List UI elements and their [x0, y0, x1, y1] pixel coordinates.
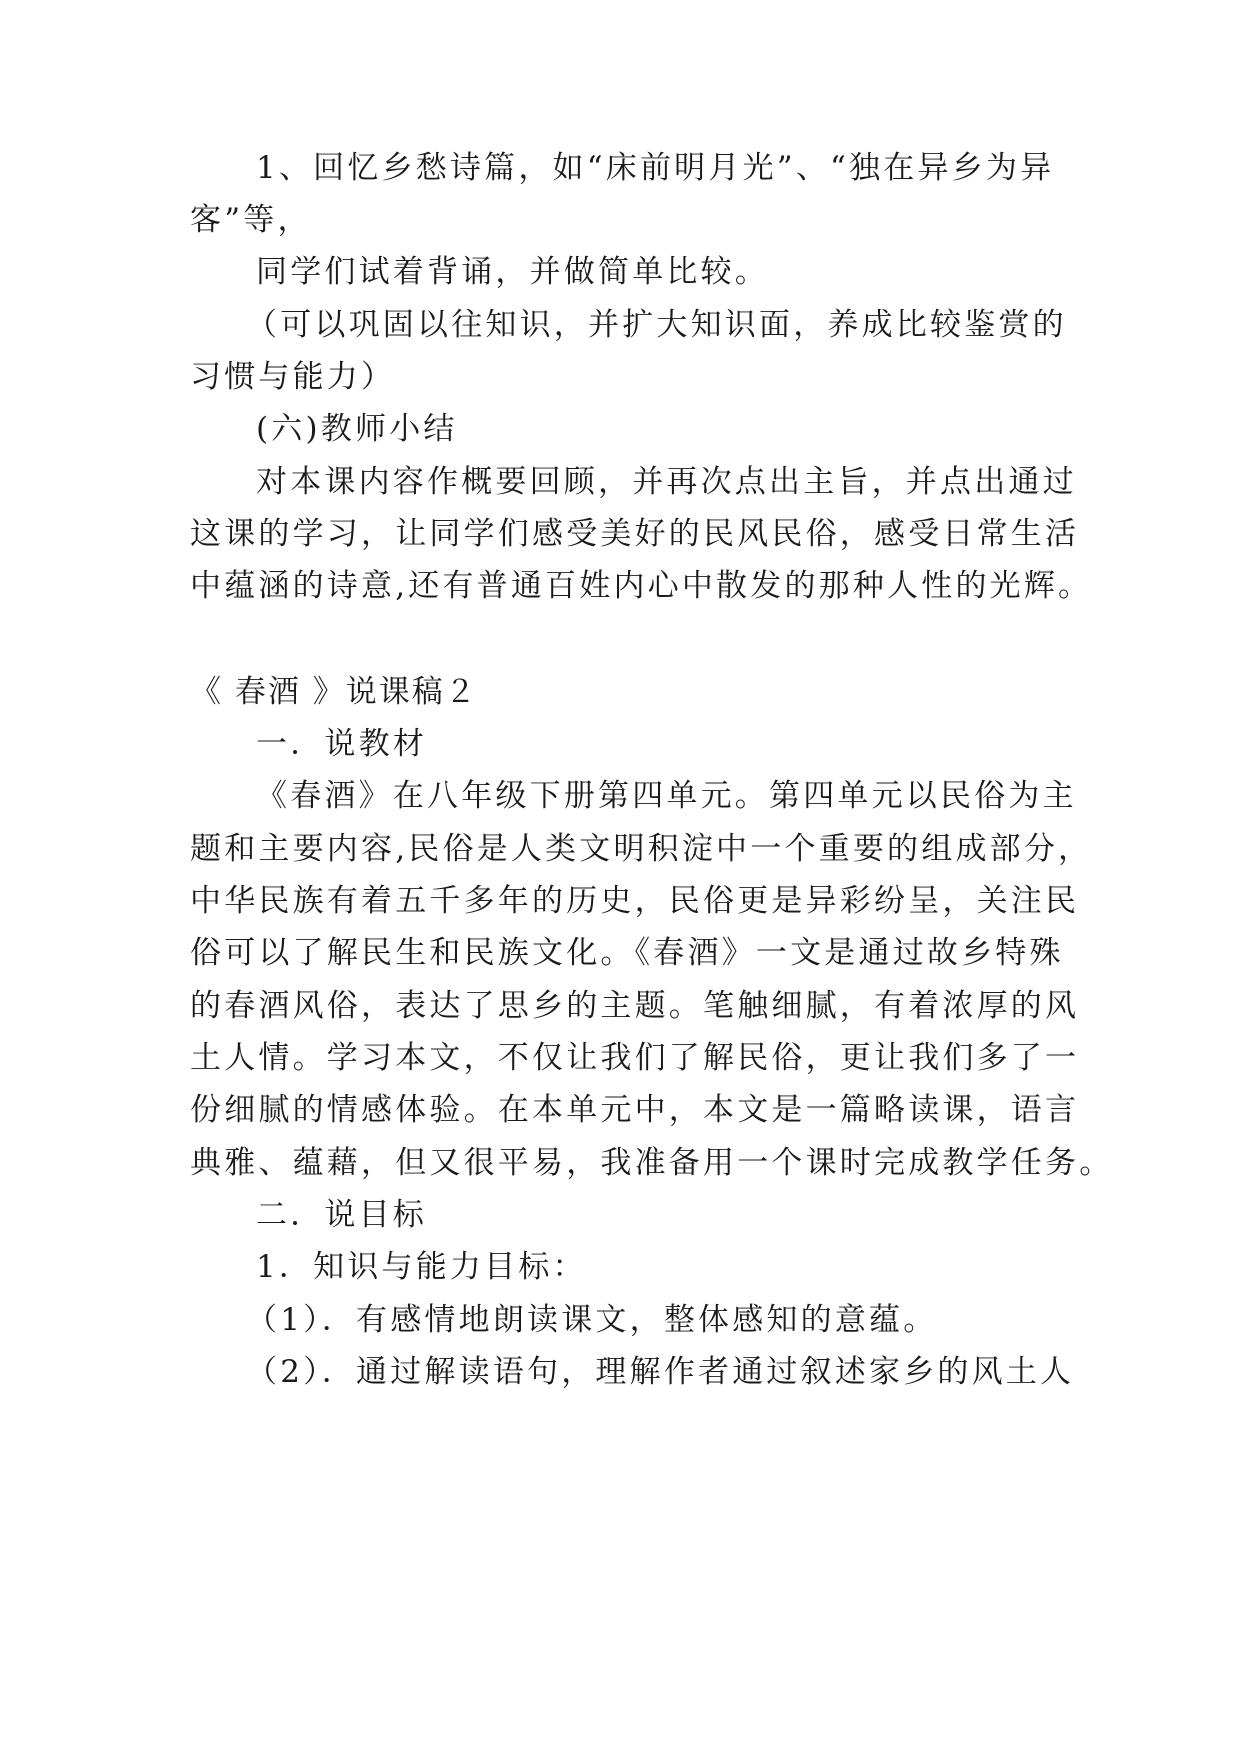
section-heading: (六)教师小结 [256, 411, 458, 447]
text-line: 土人情。学习本文，不仅让我们了解民俗，更让我们多了一 [190, 1040, 1080, 1076]
text-line: 中蕴涵的诗意,还有普通百姓内心中散发的那种人性的光辉。 [190, 568, 1093, 604]
text-line: 题和主要内容,民俗是人类文明积淀中一个重要的组成部分， [190, 831, 1093, 867]
text-line: 典雅、蕴藉，但又很平易，我准备用一个课时完成教学任务。 [190, 1145, 1114, 1181]
text-line: 1．知识与能力目标： [256, 1249, 587, 1285]
text-line: （可以巩固以往知识，并扩大知识面，养成比较鉴赏的 [246, 307, 1067, 343]
text-line: 中华民族有着五千多年的历史，民俗更是异彩纷呈，关注民 [190, 883, 1080, 919]
text-line: 俗可以了解民生和民族文化。《春酒》一文是通过故乡特殊 [190, 935, 1064, 971]
section-heading: 二．说目标 [256, 1197, 427, 1233]
section-heading: 一．说教材 [256, 726, 427, 762]
text-line: 的春酒风俗，表达了思乡的主题。笔触细腻，有着浓厚的风 [190, 988, 1080, 1024]
text-line: 份细腻的情感体验。在本单元中，本文是一篇略读课，语言 [190, 1092, 1080, 1128]
text-line: 1、回忆乡愁诗篇，如“床前明月光”、“独在异乡为异 [256, 150, 1055, 186]
text-line: 这课的学习，让同学们感受美好的民风民俗，感受日常生活 [190, 516, 1080, 552]
text-line: （1）．有感情地朗读课文，整体感知的意蕴。 [246, 1302, 938, 1338]
document-title: 《 春酒 》说课稿２ [190, 674, 478, 710]
text-line: （2）．通过解读语句，理解作者通过叙述家乡的风土人 [246, 1354, 1075, 1390]
text-line: 客”等， [190, 202, 312, 238]
text-line: 习惯与能力） [190, 359, 396, 395]
text-line: 《春酒》在八年级下册第四单元。第四单元以民俗为主 [256, 778, 1077, 814]
text-line: 对本课内容作概要回顾，并再次点出主旨，并点出通过 [256, 464, 1077, 500]
text-line: 同学们试着背诵，并做简单比较。 [256, 254, 769, 290]
